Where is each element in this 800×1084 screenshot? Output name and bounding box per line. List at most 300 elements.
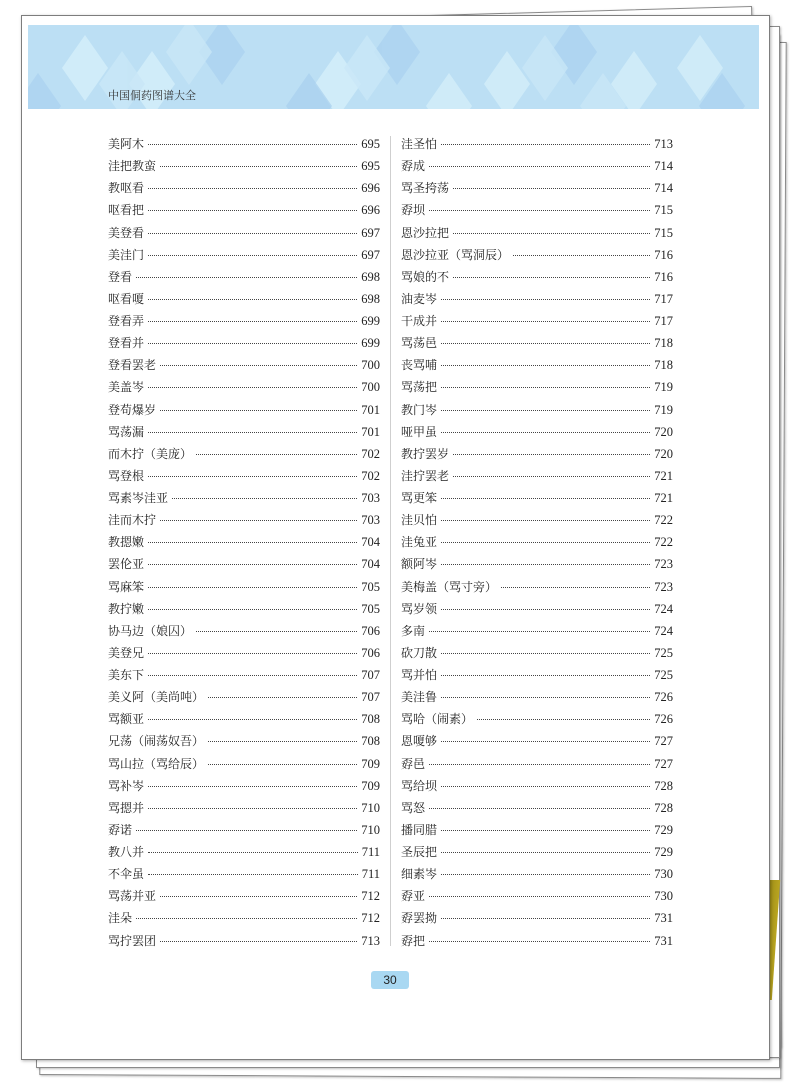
entry-page-number: 698 — [361, 269, 380, 284]
entry-label: 孬罢拗 — [401, 911, 438, 926]
entry-page-number: 721 — [654, 491, 673, 505]
entry-label: 骂额亚 — [108, 712, 145, 727]
entry-label: 登看罢老 — [108, 358, 157, 373]
entry-page-number: 709 — [361, 756, 380, 771]
entry-page-number: 717 — [654, 314, 673, 328]
entry-page-number: 695 — [361, 159, 380, 174]
dot-leader — [196, 631, 357, 632]
index-entry — [401, 201, 673, 223]
index-entry — [401, 179, 673, 201]
index-entry — [108, 179, 380, 201]
index-entry — [108, 865, 380, 887]
entry-label: 哑甲虽 — [401, 424, 438, 439]
index-entry — [401, 578, 673, 600]
dot-leader — [148, 609, 357, 610]
index-entry — [401, 401, 673, 423]
entry-page-number: 700 — [361, 358, 380, 373]
dot-leader — [148, 321, 357, 322]
entry-label: 骂山拉（骂给辰） — [108, 756, 205, 771]
dot-leader — [136, 277, 357, 278]
entry-page-number: 710 — [361, 800, 380, 815]
dot-leader — [196, 454, 357, 455]
dot-leader — [148, 144, 357, 145]
entry-page-number: 702 — [361, 446, 380, 461]
entry-label: 骂素岑洼亚 — [108, 491, 169, 505]
index-entry — [108, 600, 380, 622]
index-entry — [108, 445, 380, 467]
entry-label: 恩沙拉亚（骂洞辰） — [401, 247, 510, 262]
entry-label: 骂荡并亚 — [108, 889, 157, 904]
dot-leader — [148, 299, 357, 300]
dot-leader — [148, 587, 357, 588]
entry-page-number: 723 — [654, 579, 673, 594]
entry-page-number: 715 — [654, 225, 673, 240]
dot-leader — [148, 808, 357, 809]
index-entry — [401, 777, 673, 799]
dot-leader — [148, 719, 357, 720]
entry-label: 骂给坝 — [401, 778, 438, 793]
entry-page-number: 701 — [361, 424, 380, 439]
entry-label: 骂登根 — [108, 468, 145, 483]
index-entry — [108, 246, 380, 268]
dot-leader — [441, 830, 650, 831]
entry-page-number: 705 — [361, 601, 380, 616]
index-entry — [108, 467, 380, 489]
dot-leader — [453, 476, 650, 477]
entry-label: 美义阿（美尚吨） — [108, 690, 205, 705]
index-entry — [401, 909, 673, 931]
dot-leader — [441, 299, 650, 300]
dot-leader — [148, 233, 357, 234]
dot-leader — [441, 786, 650, 787]
entry-page-number: 725 — [654, 645, 673, 660]
entry-page-number: 730 — [654, 867, 673, 882]
entry-page-number: 728 — [654, 778, 673, 793]
entry-page-number: 707 — [361, 668, 380, 682]
entry-label: 美盖岑 — [108, 380, 145, 395]
entry-label: 而木拧（美庞） — [108, 446, 193, 461]
dot-leader — [208, 741, 357, 742]
index-entry — [108, 423, 380, 445]
index-entry — [108, 533, 380, 555]
index-entry — [401, 865, 673, 887]
entry-label: 额阿岑 — [401, 557, 438, 572]
index-entry — [401, 246, 673, 268]
entry-label: 孬坝 — [401, 203, 426, 218]
entry-page-number: 724 — [654, 623, 673, 638]
entry-label: 骂荡把 — [401, 380, 438, 395]
index-entry — [108, 688, 380, 710]
index-entry — [108, 644, 380, 666]
index-entry — [401, 135, 673, 157]
entry-label: 美梅盖（骂寸旁） — [401, 579, 498, 594]
entry-label: 美东下 — [108, 668, 145, 682]
index-entry — [401, 555, 673, 577]
entry-page-number: 718 — [654, 358, 673, 373]
dot-leader — [441, 520, 650, 521]
index-entry — [108, 578, 380, 600]
dot-leader — [429, 631, 650, 632]
entry-label: 洼拧罢老 — [401, 468, 450, 483]
index-entry — [401, 489, 673, 511]
dot-leader — [148, 188, 357, 189]
dot-leader — [453, 277, 650, 278]
entry-label: 美洼鲁 — [401, 690, 438, 705]
index-entry — [108, 312, 380, 334]
entry-page-number: 731 — [654, 933, 673, 948]
entry-page-number: 706 — [361, 623, 380, 638]
entry-page-number: 703 — [361, 491, 380, 505]
index-entry — [108, 356, 380, 378]
dot-leader — [160, 365, 357, 366]
dot-leader — [208, 697, 357, 698]
entry-page-number: 696 — [361, 203, 380, 218]
book-page — [21, 15, 770, 1060]
entry-page-number: 698 — [361, 291, 380, 306]
entry-label: 美洼门 — [108, 247, 145, 262]
index-entry — [108, 378, 380, 400]
entry-page-number: 704 — [361, 535, 380, 550]
entry-label: 骂更笨 — [401, 491, 438, 505]
entry-label: 洼而木拧 — [108, 513, 157, 528]
dot-leader — [136, 830, 357, 831]
dot-leader — [441, 874, 650, 875]
dot-leader — [148, 387, 357, 388]
dot-leader — [429, 808, 650, 809]
entry-page-number: 706 — [361, 645, 380, 660]
dot-leader — [441, 675, 650, 676]
dot-leader — [441, 365, 650, 366]
dot-leader — [441, 542, 650, 543]
dot-leader — [453, 188, 650, 189]
entry-page-number: 720 — [654, 446, 673, 461]
entry-label: 兄荡（闹荡奴吾） — [108, 734, 205, 749]
entry-page-number: 704 — [361, 557, 380, 572]
entry-page-number: 718 — [654, 336, 673, 351]
entry-page-number: 731 — [654, 911, 673, 926]
index-entry — [401, 445, 673, 467]
entry-label: 协马边（娘囚） — [108, 623, 193, 638]
index-entry — [401, 932, 673, 954]
dot-leader — [160, 941, 357, 942]
entry-label: 骂麻笨 — [108, 579, 145, 594]
index-entry — [401, 290, 673, 312]
entry-page-number: 726 — [654, 690, 673, 705]
entry-page-number: 720 — [654, 424, 673, 439]
entry-label: 洼把教蛮 — [108, 159, 157, 174]
entry-page-number: 719 — [654, 402, 673, 417]
dot-leader — [441, 852, 650, 853]
dot-leader — [441, 321, 650, 322]
index-entry — [401, 600, 673, 622]
dot-leader — [441, 918, 650, 919]
dot-leader — [441, 387, 650, 388]
entry-label: 播同腊 — [401, 822, 438, 837]
index-entry — [108, 135, 380, 157]
dot-leader — [148, 210, 357, 211]
index-entry — [401, 732, 673, 754]
dot-leader — [441, 564, 650, 565]
entry-page-number: 696 — [361, 181, 380, 196]
entry-label: 美阿木 — [108, 137, 145, 151]
entry-page-number: 725 — [654, 668, 673, 682]
entry-page-number: 705 — [361, 579, 380, 594]
dot-leader — [148, 564, 357, 565]
index-entry — [401, 334, 673, 356]
dot-leader — [172, 498, 357, 499]
entry-label: 恩嗄够 — [401, 734, 438, 749]
index-entry — [108, 909, 380, 931]
dot-leader — [148, 675, 357, 676]
entry-page-number: 700 — [361, 380, 380, 395]
dot-leader — [148, 786, 357, 787]
entry-label: 砍刀散 — [401, 645, 438, 660]
entry-label: 骂补岑 — [108, 778, 145, 793]
index-entry — [401, 224, 673, 246]
dot-leader — [148, 432, 357, 433]
index-entry — [108, 224, 380, 246]
index-entry — [401, 533, 673, 555]
index-entry — [401, 755, 673, 777]
entry-label: 登看 — [108, 269, 133, 284]
entry-label: 孬诺 — [108, 822, 133, 837]
entry-page-number: 702 — [361, 468, 380, 483]
entry-label: 登看并 — [108, 336, 145, 351]
entry-label: 美登兄 — [108, 645, 145, 660]
dot-leader — [441, 609, 650, 610]
dot-leader — [148, 653, 357, 654]
entry-page-number: 726 — [654, 712, 673, 727]
entry-page-number: 701 — [361, 402, 380, 417]
dot-leader — [208, 764, 357, 765]
index-entry — [401, 666, 673, 688]
dot-leader — [148, 542, 357, 543]
entry-page-number: 717 — [654, 291, 673, 306]
index-entry — [108, 157, 380, 179]
entry-label: 多南 — [401, 623, 426, 638]
index-entry — [108, 201, 380, 223]
entry-label: 骂荡漏 — [108, 424, 145, 439]
dot-leader — [429, 166, 650, 167]
index-entry — [401, 710, 673, 732]
entry-page-number: 707 — [361, 690, 380, 705]
dot-leader — [441, 343, 650, 344]
entry-page-number: 709 — [361, 778, 380, 793]
index-entry — [108, 511, 380, 533]
dot-leader — [477, 719, 650, 720]
entry-label: 教拧嫩 — [108, 601, 145, 616]
index-entry — [108, 555, 380, 577]
dot-leader — [441, 697, 650, 698]
entry-page-number: 722 — [654, 513, 673, 528]
entry-label: 教拧罢岁 — [401, 446, 450, 461]
index-entry — [108, 755, 380, 777]
index-entry — [108, 777, 380, 799]
dot-leader — [441, 498, 650, 499]
entry-page-number: 714 — [654, 159, 673, 174]
index-entry — [401, 843, 673, 865]
index-entry — [108, 799, 380, 821]
dot-leader — [148, 852, 358, 853]
entry-page-number: 711 — [361, 845, 380, 859]
dot-leader — [136, 918, 357, 919]
entry-label: 骂摁并 — [108, 800, 145, 815]
entry-label: 呕看把 — [108, 203, 145, 218]
entry-label: 骂娘的不 — [401, 269, 450, 284]
index-entry — [108, 710, 380, 732]
entry-label: 教门岑 — [401, 402, 438, 417]
entry-page-number: 713 — [654, 137, 673, 151]
entry-page-number: 730 — [654, 889, 673, 904]
entry-label: 骂怒 — [401, 800, 426, 815]
index-entry — [401, 312, 673, 334]
entry-label: 恩沙拉把 — [401, 225, 450, 240]
entry-page-number: 728 — [654, 800, 673, 815]
entry-label: 教呕看 — [108, 181, 145, 196]
entry-label: 不伞虽 — [108, 867, 145, 882]
entry-page-number: 708 — [361, 734, 380, 749]
dot-leader — [441, 741, 650, 742]
entry-label: 骂圣挎荡 — [401, 181, 450, 196]
dot-leader — [148, 255, 357, 256]
dot-leader — [148, 343, 357, 344]
entry-page-number: 714 — [654, 181, 673, 196]
entry-page-number: 713 — [361, 933, 380, 948]
index-entry — [108, 268, 380, 290]
entry-page-number: 724 — [654, 601, 673, 616]
entry-page-number: 699 — [361, 336, 380, 351]
dot-leader — [441, 144, 650, 145]
entry-label: 骂岁领 — [401, 601, 438, 616]
index-entry — [401, 622, 673, 644]
index-column-right — [401, 135, 673, 954]
index-entry — [401, 378, 673, 400]
index-entry — [108, 334, 380, 356]
entry-page-number: 716 — [654, 247, 673, 262]
dot-leader — [441, 653, 650, 654]
index-entry — [401, 799, 673, 821]
entry-label: 骂荡邑 — [401, 336, 438, 351]
dot-leader — [160, 896, 357, 897]
entry-label: 油麦岑 — [401, 291, 438, 306]
index-entry — [108, 821, 380, 843]
entry-page-number: 722 — [654, 535, 673, 550]
entry-label: 孬把 — [401, 933, 426, 948]
entry-page-number: 695 — [361, 137, 380, 151]
index-entry — [401, 423, 673, 445]
column-divider — [390, 136, 391, 946]
entry-label: 洼贝怕 — [401, 513, 438, 528]
dot-leader — [441, 432, 650, 433]
entry-page-number: 715 — [654, 203, 673, 218]
index-entry — [108, 932, 380, 954]
entry-page-number: 721 — [654, 468, 673, 483]
entry-page-number: 710 — [361, 822, 380, 837]
entry-page-number: 727 — [654, 734, 673, 749]
dot-leader — [429, 210, 650, 211]
index-entry — [401, 644, 673, 666]
dot-leader — [160, 410, 357, 411]
index-entry — [108, 732, 380, 754]
entry-label: 洼兔亚 — [401, 535, 438, 550]
entry-page-number: 712 — [361, 911, 380, 926]
entry-label: 呕看嗄 — [108, 291, 145, 306]
index-entry — [401, 688, 673, 710]
index-entry — [401, 356, 673, 378]
entry-label: 孬成 — [401, 159, 426, 174]
entry-label: 登看弄 — [108, 314, 145, 328]
entry-page-number: 699 — [361, 314, 380, 328]
entry-label: 美登看 — [108, 225, 145, 240]
entry-page-number: 697 — [361, 225, 380, 240]
entry-label: 圣辰把 — [401, 845, 438, 859]
entry-page-number: 727 — [654, 756, 673, 771]
dot-leader — [513, 255, 650, 256]
book-title: 中国侗药图谱大全 — [108, 89, 196, 102]
index-entry — [401, 821, 673, 843]
entry-page-number: 703 — [361, 513, 380, 528]
dot-leader — [429, 896, 650, 897]
entry-label: 洼圣怕 — [401, 137, 438, 151]
index-entry — [401, 268, 673, 290]
page-number: 30 — [371, 971, 409, 989]
entry-label: 干成并 — [401, 314, 438, 328]
index-entry — [401, 887, 673, 909]
index-entry — [401, 511, 673, 533]
entry-page-number: 729 — [654, 845, 673, 859]
entry-label: 孬亚 — [401, 889, 426, 904]
entry-label: 洼朵 — [108, 911, 133, 926]
index-entry — [108, 489, 380, 511]
dot-leader — [429, 764, 650, 765]
entry-label: 骂哈（闹素） — [401, 712, 474, 727]
entry-page-number: 729 — [654, 822, 673, 837]
entry-label: 骂拧罢团 — [108, 933, 157, 948]
index-column-left — [108, 135, 380, 954]
index-entry — [108, 887, 380, 909]
index-entry — [108, 401, 380, 423]
entry-page-number: 719 — [654, 380, 673, 395]
dot-leader — [148, 476, 357, 477]
dot-leader — [453, 233, 650, 234]
entry-label: 骂并怕 — [401, 668, 438, 682]
entry-label: 教摁嫩 — [108, 535, 145, 550]
dot-leader — [429, 941, 650, 942]
entry-label: 登苟爆岁 — [108, 402, 157, 417]
index-entry — [401, 467, 673, 489]
entry-label: 孬邑 — [401, 756, 426, 771]
dot-leader — [160, 166, 357, 167]
entry-page-number: 723 — [654, 557, 673, 572]
dot-leader — [453, 454, 650, 455]
header-banner — [28, 25, 759, 109]
index-entry — [401, 157, 673, 179]
index-entry — [108, 843, 380, 865]
entry-page-number: 697 — [361, 247, 380, 262]
index-entry — [108, 666, 380, 688]
entry-page-number: 716 — [654, 269, 673, 284]
entry-label: 教八并 — [108, 845, 145, 859]
dot-leader — [441, 410, 650, 411]
entry-label: 细素岑 — [401, 867, 438, 882]
index-entry — [108, 290, 380, 312]
entry-page-number: 708 — [361, 712, 380, 727]
entry-page-number: 712 — [361, 889, 380, 904]
entry-page-number: 711 — [361, 867, 380, 882]
dot-leader — [160, 520, 357, 521]
entry-label: 罢伦亚 — [108, 557, 145, 572]
dot-leader — [148, 874, 358, 875]
